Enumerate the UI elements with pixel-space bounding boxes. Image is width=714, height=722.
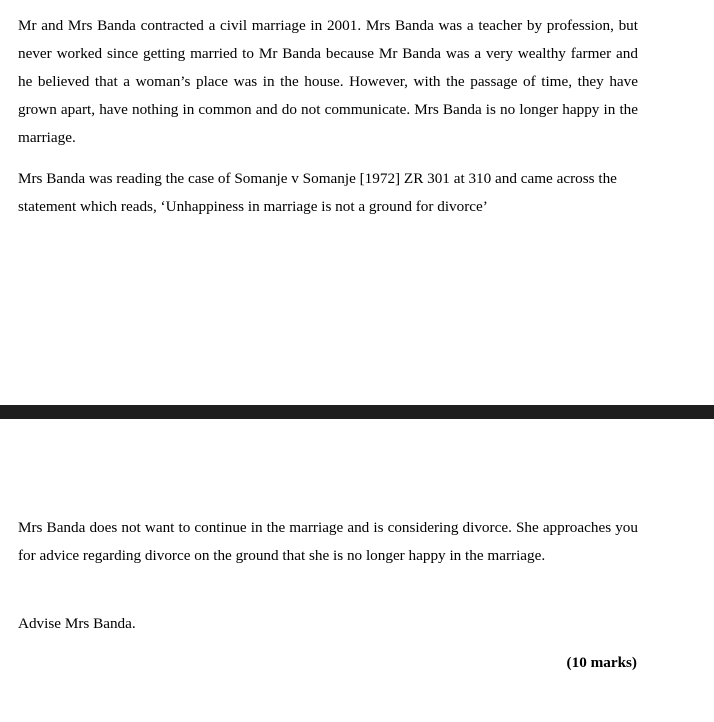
question-paragraph-case-reference: Mrs Banda was reading the case of Somanje v Somanje [1972] ZR 301 at 310 and came across the statement which reads, ‘Unhappiness in marriage is not a ground for divorce’ [18, 170, 617, 215]
question-paragraph-facts: Mr and Mrs Banda contracted a civil marriage in 2001. Mrs Banda was a teacher by profession, but never worked since getting married to Mr Banda because Mr Banda was a very wealthy farmer and he believed that a woman’s place was in the house. However, with the passage of time, they have grown apart, have nothing in common and do not communicate. Mrs Banda is no longer happy in the marriage. [18, 17, 638, 146]
marks-allocation: (10 marks) [566, 654, 637, 671]
question-instruction: Advise Mrs Banda. [18, 615, 136, 632]
page-divider [0, 405, 714, 419]
question-paragraph-scenario: Mrs Banda does not want to continue in the marriage and is considering divorce. She approaches you for advice regarding divorce on the ground that she is no longer happy in the marriage. [18, 519, 638, 564]
